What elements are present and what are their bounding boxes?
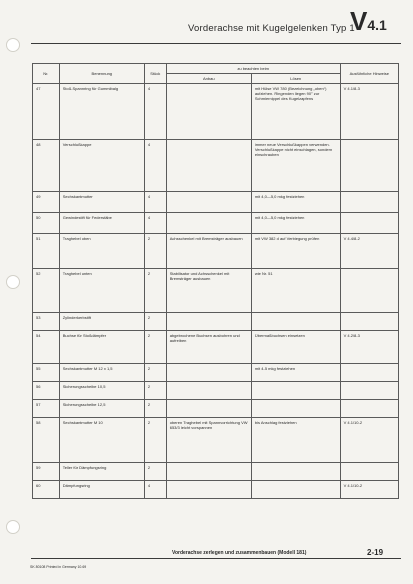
cell-benennung: Dämpfungsring	[59, 481, 144, 499]
cell-stueck: 2	[144, 234, 166, 269]
cell-stueck: 4	[144, 84, 166, 140]
section-code-main: V	[350, 6, 368, 36]
cell-loesen: mit VW 382 d auf Verbiegung prüfen	[251, 234, 340, 269]
cell-loesen	[251, 400, 340, 418]
cell-benennung: Teller für Dämpfungsring	[59, 463, 144, 481]
cell-nr: 50	[33, 213, 60, 234]
cell-loesen	[251, 313, 340, 331]
table-row	[33, 192, 399, 213]
col-header-benennung: Benennung	[59, 64, 144, 84]
cell-anbau: Achsschenkel mit Bremsträger ausbauen	[166, 234, 251, 269]
cell-hinweise	[340, 192, 398, 213]
header-rule	[31, 43, 401, 44]
cell-stueck: 2	[144, 331, 166, 364]
table-row	[33, 400, 399, 418]
cell-anbau	[166, 463, 251, 481]
cell-hinweise: V 4.2/8-3	[340, 331, 398, 364]
cell-anbau	[166, 364, 251, 382]
cell-anbau: oberen Traghebel mit Spannvorrichtung VW 653/3 leicht vorspannen	[166, 418, 251, 463]
cell-hinweise: V 4.4/8-2	[340, 234, 398, 269]
cell-anbau: Stabilisator und Achsschenkel mit Bremsträger ausbauen	[166, 269, 251, 313]
cell-stueck: 4	[144, 481, 166, 499]
cell-nr: 52	[33, 269, 60, 313]
cell-benennung: Sechskantmutter	[59, 192, 144, 213]
cell-loesen: mit 4,0—5,0 mkg festziehen	[251, 192, 340, 213]
cell-nr: 53	[33, 313, 60, 331]
print-note: SK 80108 Printed in Germany 10.69	[30, 565, 87, 569]
cell-anbau	[166, 213, 251, 234]
cell-stueck: 4	[144, 192, 166, 213]
cell-loesen	[251, 463, 340, 481]
cell-benennung: Sicherungsscheibe 10,5	[59, 382, 144, 400]
cell-loesen: mit Hülse VW 780 (Bezeichnung „oben“) aufziehen. Ringenden liegen 90° zur Schmiernippel des Kugelzapfens	[251, 84, 340, 140]
cell-nr: 48	[33, 140, 60, 192]
cell-anbau	[166, 84, 251, 140]
section-code-sub: 4.1	[367, 17, 387, 33]
cell-anbau	[166, 313, 251, 331]
cell-stueck: 2	[144, 418, 166, 463]
cell-anbau	[166, 481, 251, 499]
cell-hinweise: V 4.1/10-2	[340, 481, 398, 499]
cell-stueck: 2	[144, 364, 166, 382]
footer-rule	[31, 558, 401, 559]
cell-nr: 57	[33, 400, 60, 418]
table-row	[33, 213, 399, 234]
cell-anbau: abgebrochene Buchsen ausbohren und aufreiben	[166, 331, 251, 364]
cell-nr: 58	[33, 418, 60, 463]
cell-benennung: Verschlußkappe	[59, 140, 144, 192]
page-title: Vorderachse mit Kugelgelenken Typ 1	[188, 23, 355, 34]
cell-stueck: 2	[144, 313, 166, 331]
table-row	[33, 481, 399, 499]
cell-hinweise	[340, 382, 398, 400]
cell-loesen	[251, 382, 340, 400]
cell-benennung: Stoß-Spannring für Gummibalg	[59, 84, 144, 140]
cell-hinweise	[340, 269, 398, 313]
cell-loesen: bis Anschlag festziehen	[251, 418, 340, 463]
cell-stueck: 4	[144, 213, 166, 234]
col-header-nr: Nr.	[33, 64, 60, 84]
col-header-anbau: Anbau	[166, 74, 251, 84]
cell-stueck: 4	[144, 140, 166, 192]
cell-benennung: Sechskantmutter M 10	[59, 418, 144, 463]
table-row	[33, 364, 399, 382]
cell-stueck: 2	[144, 382, 166, 400]
cell-nr: 51	[33, 234, 60, 269]
table-row	[33, 382, 399, 400]
cell-anbau	[166, 140, 251, 192]
cell-loesen	[251, 481, 340, 499]
cell-benennung: Sechskantmutter M 12 x 1,5	[59, 364, 144, 382]
cell-benennung: Traghebel oben	[59, 234, 144, 269]
col-header-loesen: Lösen	[251, 74, 340, 84]
table-row	[33, 463, 399, 481]
cell-hinweise	[340, 463, 398, 481]
cell-benennung: Zylinderkerbstift	[59, 313, 144, 331]
cell-hinweise	[340, 313, 398, 331]
cell-loesen: immer neue Verschlußkappen verwenden. Verschlußkappe nicht einschlagen, sondern einschrauben	[251, 140, 340, 192]
cell-nr: 56	[33, 382, 60, 400]
cell-hinweise	[340, 364, 398, 382]
cell-loesen: wie Nr. 51	[251, 269, 340, 313]
cell-benennung: Traghebel unten	[59, 269, 144, 313]
section-code	[350, 6, 387, 40]
table-row	[33, 234, 399, 269]
cell-nr: 60	[33, 481, 60, 499]
cell-nr: 54	[33, 331, 60, 364]
cell-anbau	[166, 382, 251, 400]
cell-loesen: Übermaßbuchsen einsetzen	[251, 331, 340, 364]
cell-anbau	[166, 400, 251, 418]
table-row	[33, 331, 399, 364]
binder-hole	[6, 38, 20, 52]
cell-hinweise: V 4.1/10-2	[340, 418, 398, 463]
table-row	[33, 313, 399, 331]
col-header-stueck: Stück	[144, 64, 166, 84]
cell-hinweise	[340, 213, 398, 234]
col-header-group: zu beachten beim	[166, 64, 340, 74]
table-row	[33, 269, 399, 313]
binder-hole	[6, 275, 20, 289]
cell-nr: 59	[33, 463, 60, 481]
table-row	[33, 140, 399, 192]
binder-hole	[6, 520, 20, 534]
col-header-hinweise: Ausführliche Hinweise	[340, 64, 398, 84]
cell-nr: 49	[33, 192, 60, 213]
cell-hinweise	[340, 400, 398, 418]
cell-benennung: Gewindestift für Federstäbe	[59, 213, 144, 234]
cell-stueck: 2	[144, 269, 166, 313]
cell-benennung: Buchse für Stoßdämpfer	[59, 331, 144, 364]
cell-nr: 47	[33, 84, 60, 140]
cell-loesen: mit 4-5 mkg festziehen	[251, 364, 340, 382]
footer-title: Vorderachse zerlegen und zusammenbauen (Modell 181)	[172, 550, 307, 556]
table-row	[33, 84, 399, 140]
table-row	[33, 418, 399, 463]
parts-table	[32, 63, 399, 499]
cell-hinweise	[340, 140, 398, 192]
cell-stueck: 2	[144, 400, 166, 418]
cell-loesen: mit 4,0—5,0 mkg festziehen	[251, 213, 340, 234]
cell-hinweise: V 4.1/8-3	[340, 84, 398, 140]
cell-stueck: 2	[144, 463, 166, 481]
cell-nr: 55	[33, 364, 60, 382]
page-number: 2-19	[367, 548, 384, 557]
cell-anbau	[166, 192, 251, 213]
cell-benennung: Sicherungsscheibe 12,5	[59, 400, 144, 418]
